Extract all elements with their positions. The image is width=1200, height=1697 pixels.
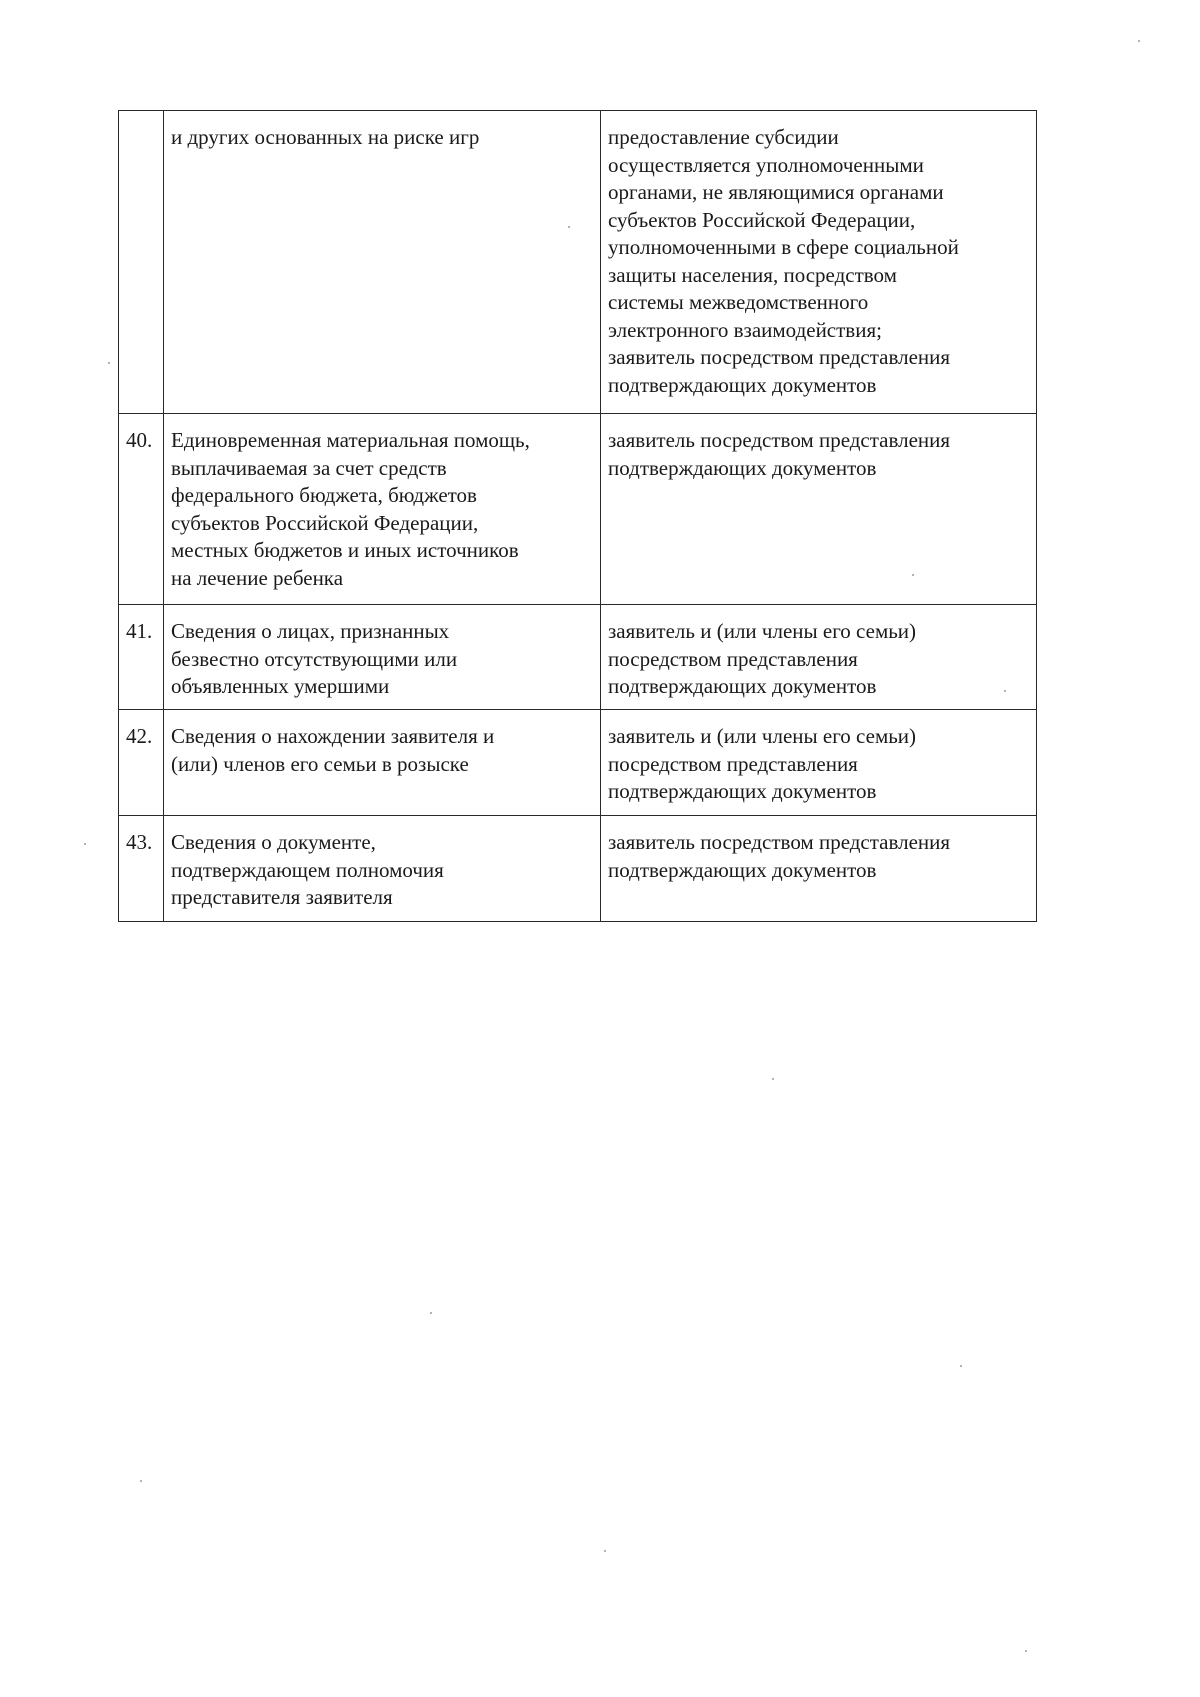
scan-speck <box>1025 1650 1027 1652</box>
row-number: 43. <box>119 816 164 922</box>
row-source-text: заявитель и (или члены его семьи) посредством представления подтверждающих документов <box>608 619 917 698</box>
row-description-text: Сведения о лицах, признанных безвестно отсутствующими или объявленных умершими <box>171 619 458 698</box>
table-row <box>119 111 1037 414</box>
document-table <box>118 110 1037 922</box>
row-description <box>164 816 601 922</box>
scan-speck <box>604 1550 606 1552</box>
row-number: 40. <box>119 414 164 605</box>
table-row <box>119 605 1037 710</box>
scan-speck <box>430 1312 432 1314</box>
row-description-text: Единовременная материальная помощь, выплачиваемая за счет средств федерального бюджета, бюджетов субъектов Российской Федерации, местных бюджетов и иных источников на лечение ребенка <box>171 428 530 590</box>
row-number <box>119 111 164 414</box>
scan-speck <box>568 226 570 228</box>
row-number: 42. <box>119 710 164 816</box>
row-source-text: заявитель посредством представления подтверждающих документов <box>608 428 951 480</box>
table-row <box>119 710 1037 816</box>
scan-speck <box>772 1078 774 1080</box>
scan-speck <box>912 574 914 576</box>
scan-speck <box>1004 690 1006 692</box>
scan-speck <box>108 362 110 364</box>
scan-speck <box>1138 40 1140 42</box>
row-number: 41. <box>119 605 164 710</box>
scan-speck <box>960 1365 962 1367</box>
row-description <box>164 414 601 605</box>
scan-speck <box>84 843 86 845</box>
row-source <box>601 816 1037 922</box>
row-description <box>164 605 601 710</box>
row-source-text: предоставление субсидии осуществляется уполномоченными органами, не являющимися органами субъектов Российской Федерации, уполномоченными в сфере социальной защиты населения, посредством системы межведомственного электронного взаимодействия; заявитель посредством представления подтверждающих документов <box>608 125 959 397</box>
table-row <box>119 414 1037 605</box>
table-row <box>119 816 1037 922</box>
row-description <box>164 111 601 414</box>
row-source <box>601 414 1037 605</box>
row-source <box>601 605 1037 710</box>
row-source-text: заявитель и (или члены его семьи) посредством представления подтверждающих документов <box>608 724 917 803</box>
row-source <box>601 710 1037 816</box>
row-description-text: и других основанных на риске игр <box>171 125 480 149</box>
row-source <box>601 111 1037 414</box>
scan-speck <box>140 1480 142 1482</box>
row-description <box>164 710 601 816</box>
row-description-text: Сведения о нахождении заявителя и (или) членов его семьи в розыске <box>171 724 495 776</box>
row-description-text: Сведения о документе, подтверждающем полномочия представителя заявителя <box>171 830 444 909</box>
row-source-text: заявитель посредством представления подтверждающих документов <box>608 830 951 882</box>
